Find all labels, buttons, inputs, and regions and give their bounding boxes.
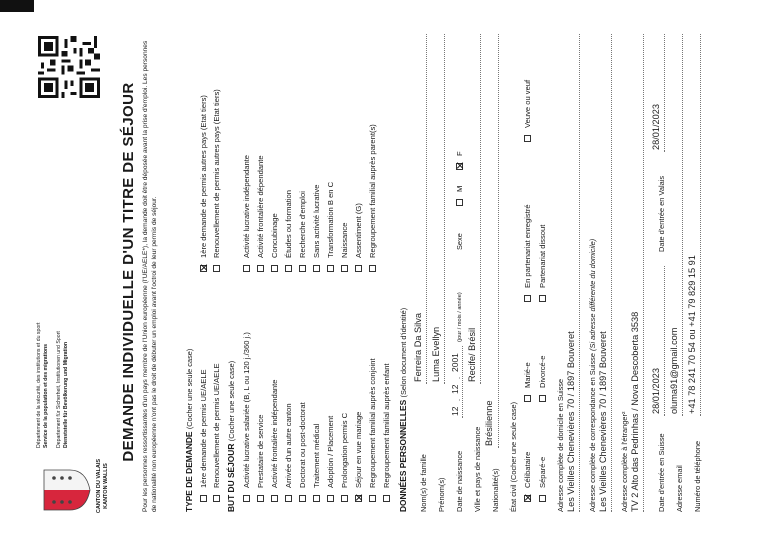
telephone-line [700, 34, 701, 416]
checkbox-box[interactable] [327, 265, 334, 272]
checkbox-box[interactable] [271, 265, 278, 272]
section-donnees-personnelles: DONNÉES PERSONNELLES (Selon document d'identité) [398, 307, 408, 512]
checkbox-box[interactable] [341, 265, 348, 272]
checkbox-label: Transformation B en C [326, 181, 335, 258]
adresse-etranger-field[interactable]: TV 2 Alto das Pedrinhas / Nova Descoberta 3538 [630, 311, 640, 512]
checkbox-box[interactable] [524, 495, 531, 502]
checkbox-etat-celibataire[interactable]: Célibataire [523, 452, 532, 502]
prenom-line [444, 34, 445, 384]
checkbox-but-right-1[interactable] [256, 155, 265, 272]
section-but-sejour: BUT DU SÉJOUR (Cocher une seule case) [226, 360, 236, 512]
department-block: Département de la sécurité, des institutions et du sport Service de la population et des migrations Departement für Sicherheit, Institutionen und Sport Dienststelle für Bevölkerung und Migration [36, 322, 69, 448]
naissance-day-field[interactable]: 12 [450, 406, 460, 416]
checkbox-box[interactable] [524, 395, 531, 402]
nom-field[interactable]: Ferreira Da Silva [413, 313, 423, 382]
checkbox-box[interactable] [257, 265, 264, 272]
checkbox-box[interactable] [539, 395, 546, 402]
canton-name: CANTON DU VALAIS KANTON WALLIS [96, 458, 109, 514]
checkbox-box[interactable] [243, 495, 250, 502]
entree-suisse-label: Date d'entrée en Suisse [657, 433, 666, 512]
entree-suisse-line [664, 266, 665, 416]
checkbox-but-left-6[interactable] [326, 416, 335, 502]
checkbox-label: Séjour en vue mariage [354, 411, 363, 488]
checkbox-label: Regroupement familial auprès enfant [382, 363, 391, 488]
checkbox-box[interactable] [299, 265, 306, 272]
checkbox-box[interactable] [355, 495, 362, 502]
checkbox-box[interactable] [213, 495, 220, 502]
checkbox-label: Naissance [340, 222, 349, 258]
checkbox-box[interactable] [285, 495, 292, 502]
prenom-field[interactable]: Luma Evellyn [431, 326, 441, 382]
naissance-label: Date de naissance [455, 450, 464, 512]
checkbox-type-ue-first[interactable]: 1ère demande de permis UE/AELE [199, 369, 208, 502]
entree-suisse-field[interactable]: 28/01/2023 [651, 368, 661, 414]
checkbox-box[interactable] [539, 295, 546, 302]
adresse-corr-note: (Si adresse différente du domicile) [588, 238, 597, 351]
checkbox-box[interactable] [539, 495, 546, 502]
checkbox-but-right-4[interactable] [298, 191, 307, 272]
nationalite-field[interactable]: Brésilienne [484, 400, 494, 446]
checkbox-label: Activité lucrative salariée (B, L ou 120 j./360 j.) [242, 332, 251, 488]
adresse-etranger-line [643, 34, 644, 512]
checkbox-box[interactable] [383, 495, 390, 502]
checkbox-but-right-2[interactable] [270, 213, 279, 272]
checkbox-label: Études ou formation [284, 190, 293, 258]
section-type-demande: TYPE DE DEMANDE (Cocher une seule case) [184, 348, 194, 512]
lieu-line [480, 34, 481, 384]
naissance-hint: (jour / mois / année) [457, 292, 463, 342]
date-sep-icon: . [453, 376, 462, 379]
checkbox-etat-separe[interactable]: Séparé-e [538, 457, 547, 502]
checkbox-label: Assentiment (G) [354, 203, 363, 258]
entree-valais-label: Date d'entrée en Valais [657, 175, 666, 252]
checkbox-etat-partenariat[interactable]: En partenariat enregistré [523, 204, 532, 302]
checkbox-label: Sans activité lucrative [312, 184, 321, 258]
lieu-field[interactable]: Recife/ Brésil [467, 327, 477, 382]
checkbox-sexe-m[interactable]: M [455, 186, 464, 206]
nom-line [426, 34, 427, 384]
checkbox-type-ue-renew[interactable]: Renouvellement de permis UE/AELE [212, 363, 221, 502]
checkbox-but-left-2[interactable] [270, 380, 279, 503]
checkbox-box[interactable] [243, 265, 250, 272]
nationalite-label: Nationalité(s) [491, 468, 500, 512]
adresse-corr-label: Adresse complète de correspondance en Suisse (Si adresse différente du domicile) [588, 238, 597, 512]
adresse-suisse-label: Adresse complète de domicile en Suisse [556, 378, 565, 512]
checkbox-label: Regroupement familial auprès parent(s) [368, 124, 377, 258]
checkbox-type-third-renew[interactable]: Renouvellement de permis autres pays (Etat tiers) [212, 89, 221, 272]
checkbox-box[interactable] [271, 495, 278, 502]
checkbox-but-right-9[interactable] [368, 124, 377, 272]
checkbox-label: Traitement médical [312, 423, 321, 488]
nationalite-line [498, 34, 499, 448]
email-label: Adresse email [675, 465, 684, 512]
etat-civil-label: État civil (Cocher une seule case) [509, 401, 518, 512]
telephone-field[interactable]: +41 78 241 70 54 ou +41 79 829 15 91 [687, 255, 697, 414]
checkbox-label: Arrivée d'un autre canton [284, 403, 293, 488]
checkbox-label: Regroupement familial auprès conjoint [368, 358, 377, 488]
checkbox-but-right-8[interactable] [354, 203, 363, 272]
letterhead [34, 32, 124, 512]
naissance-month-field[interactable]: 12 [450, 384, 460, 394]
checkbox-box[interactable] [313, 495, 320, 502]
checkbox-etat-marie[interactable]: Marié-e [523, 362, 532, 402]
nom-label: Nom(s) de famille [419, 454, 428, 512]
checkbox-but-left-8[interactable] [354, 412, 363, 502]
checkbox-box[interactable] [524, 135, 531, 142]
checkbox-box[interactable] [285, 265, 292, 272]
checkbox-label: Activité frontalière indépendante [270, 379, 279, 488]
checkbox-box[interactable] [257, 495, 264, 502]
checkbox-sexe-f[interactable]: F [455, 151, 464, 170]
checkbox-but-left-9[interactable] [368, 358, 377, 502]
checkbox-but-right-5[interactable] [312, 185, 321, 272]
checkbox-box[interactable] [369, 495, 376, 502]
checkbox-box[interactable] [200, 495, 207, 502]
adresse-etranger-label: Adresse complète à l'étranger² [620, 411, 629, 512]
sexe-label: Sexe [455, 233, 464, 250]
checkbox-box[interactable] [456, 199, 463, 206]
checkbox-etat-divorce[interactable]: Divorcé-e [538, 356, 547, 403]
checkbox-but-right-7[interactable] [340, 223, 349, 272]
checkbox-label: Doctorat ou post-doctorat [298, 402, 307, 488]
checkbox-box[interactable] [524, 295, 531, 302]
checkbox-but-right-6[interactable] [326, 182, 335, 272]
page-title: DEMANDE INDIVIDUELLE D'UN TITRE DE SÉJOUR [120, 82, 137, 462]
checkbox-type-third-first[interactable]: 1ère demande de permis autres pays (Etat tiers) [199, 95, 208, 272]
entree-valais-field[interactable]: 28/01/2023 [651, 104, 661, 150]
checkbox-label: Activité frontalière dépendante [256, 155, 265, 258]
checkbox-but-left-5[interactable] [312, 424, 321, 502]
checkbox-but-left-7[interactable] [340, 413, 349, 502]
checkbox-but-left-1[interactable] [256, 415, 265, 502]
prenom-label: Prénom(s) [437, 477, 446, 512]
checkbox-box[interactable] [200, 265, 207, 272]
checkbox-label: Concubinage [270, 213, 279, 258]
checkbox-but-right-0[interactable] [242, 155, 251, 272]
naissance-year-field[interactable]: 2001 [450, 353, 460, 372]
checkbox-etat-partenariat-dissout[interactable]: Partenariat dissout [538, 225, 547, 302]
checkbox-box[interactable] [369, 265, 376, 272]
checkbox-but-left-3[interactable] [284, 403, 293, 502]
checkbox-box[interactable] [299, 495, 306, 502]
email-line [682, 34, 683, 416]
checkbox-label: Prestataire de service [256, 414, 265, 488]
checkbox-etat-veuf[interactable]: Veuve ou veuf [523, 80, 532, 142]
checkbox-box[interactable] [313, 265, 320, 272]
adresse-corr-line [611, 34, 612, 512]
checkbox-label: Prolongation permis C [340, 412, 349, 488]
checkbox-but-left-0[interactable] [242, 332, 251, 502]
intro-text: Pour les personnes ressortissantes d'un pays membre de l'Union européenne (l'UE/AELE*), la demande doit être déposée avant la prise d'emploi. Les personnes de nationalité non européenne n'ont pas le droit de débuter un emploi avant l'octroi de leur permis de séjour. [142, 40, 158, 512]
email-field[interactable]: oluma91@gmail.com [669, 327, 679, 414]
entree-valais-line [664, 34, 665, 152]
checkbox-box[interactable] [456, 163, 463, 170]
checkbox-box[interactable] [327, 495, 334, 502]
date-sep-icon: . [453, 398, 462, 401]
adresse-suisse-line [579, 34, 580, 512]
checkbox-but-left-4[interactable] [298, 402, 307, 502]
qr-code-icon [38, 36, 100, 98]
checkbox-but-left-10[interactable] [382, 363, 391, 502]
telephone-label: Numéro de téléphone [693, 440, 702, 512]
checkbox-but-right-3[interactable] [284, 190, 293, 272]
adresse-corr-field[interactable]: Les Vieilles Chenevières 70 / 1897 Bouveret [598, 331, 608, 512]
checkbox-label: Activité lucrative indépendante [242, 154, 251, 258]
checkbox-label: Recherche d'emploi [298, 191, 307, 258]
adresse-suisse-field[interactable]: Les Vieilles Chenevières 70 / 1897 Bouveret [566, 331, 576, 512]
canton-crest-icon [40, 468, 92, 512]
naissance-line [462, 346, 463, 418]
checkbox-box[interactable] [355, 265, 362, 272]
checkbox-box[interactable] [341, 495, 348, 502]
lieu-label: Ville et pays de naissance [473, 426, 482, 512]
checkbox-label: Adoption / Placement [326, 415, 335, 488]
checkbox-box[interactable] [213, 265, 220, 272]
